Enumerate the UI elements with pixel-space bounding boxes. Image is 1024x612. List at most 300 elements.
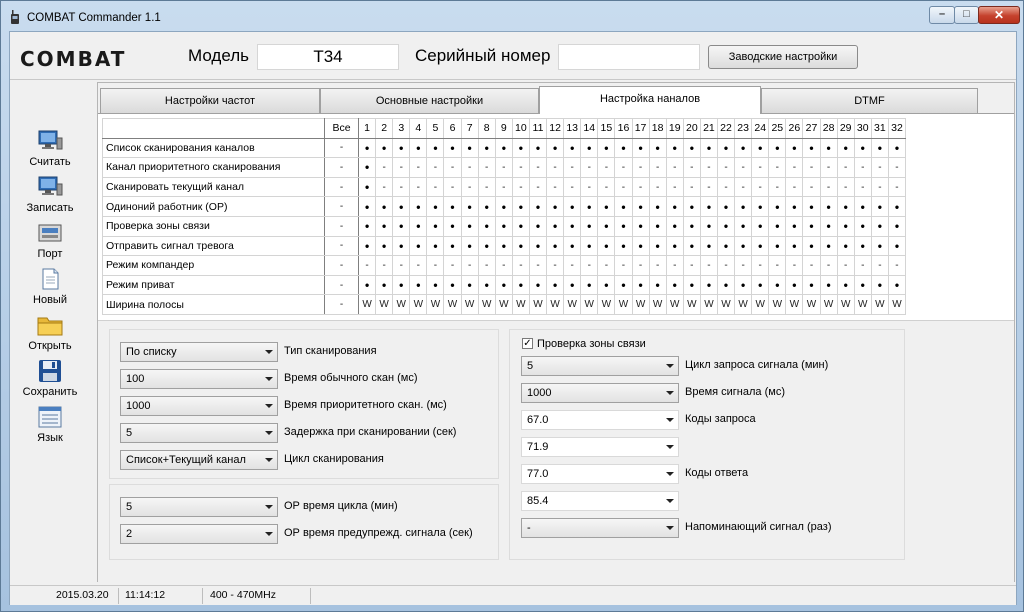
channel-cell[interactable]: • bbox=[666, 216, 683, 236]
channel-cell[interactable]: • bbox=[837, 138, 854, 158]
tab-basic-settings[interactable]: Основные настройки bbox=[320, 88, 539, 113]
channel-cell[interactable]: • bbox=[427, 216, 444, 236]
channel-cell[interactable]: • bbox=[632, 216, 649, 236]
channel-cell[interactable]: - bbox=[786, 158, 803, 178]
channel-cell[interactable]: - bbox=[820, 158, 837, 178]
channel-cell[interactable]: - bbox=[581, 158, 598, 178]
tab-dtmf[interactable]: DTMF bbox=[761, 88, 978, 113]
channel-cell[interactable]: • bbox=[581, 236, 598, 256]
channel-cell[interactable]: • bbox=[888, 275, 905, 295]
channel-cell[interactable]: • bbox=[359, 275, 376, 295]
channel-cell[interactable]: - bbox=[803, 256, 820, 276]
channel-cell[interactable]: • bbox=[444, 275, 461, 295]
channel-cell[interactable]: • bbox=[581, 275, 598, 295]
channel-cell[interactable]: • bbox=[717, 197, 734, 217]
channel-cell[interactable]: • bbox=[854, 138, 871, 158]
channel-cell[interactable]: • bbox=[512, 236, 529, 256]
save-button[interactable] bbox=[10, 360, 90, 398]
channel-cell[interactable]: • bbox=[478, 236, 495, 256]
channel-cell[interactable]: • bbox=[649, 216, 666, 236]
channel-cell[interactable]: - bbox=[700, 177, 717, 197]
channel-cell[interactable]: • bbox=[854, 216, 871, 236]
all-channels-cell[interactable]: - bbox=[325, 236, 359, 256]
channel-cell[interactable]: - bbox=[410, 256, 427, 276]
channel-cell[interactable]: • bbox=[632, 275, 649, 295]
channel-cell[interactable]: • bbox=[803, 236, 820, 256]
channel-cell[interactable]: - bbox=[376, 256, 393, 276]
channel-cell[interactable]: - bbox=[871, 256, 888, 276]
channel-cell[interactable]: • bbox=[564, 138, 581, 158]
channel-cell[interactable]: W bbox=[444, 295, 461, 315]
channel-cell[interactable]: • bbox=[410, 275, 427, 295]
channel-cell[interactable]: W bbox=[598, 295, 615, 315]
channel-cell[interactable]: W bbox=[359, 295, 376, 315]
all-channels-cell[interactable]: - bbox=[325, 275, 359, 295]
channel-cell[interactable]: - bbox=[461, 177, 478, 197]
channel-cell[interactable]: - bbox=[820, 177, 837, 197]
channel-cell[interactable]: • bbox=[564, 275, 581, 295]
response-code-1-select[interactable]: 77.0 bbox=[521, 464, 679, 484]
channel-cell[interactable]: W bbox=[700, 295, 717, 315]
channel-cell[interactable]: - bbox=[837, 158, 854, 178]
channel-cell[interactable]: - bbox=[683, 256, 700, 276]
channel-cell[interactable]: • bbox=[461, 138, 478, 158]
channel-cell[interactable]: • bbox=[683, 138, 700, 158]
channel-cell[interactable]: W bbox=[512, 295, 529, 315]
channel-cell[interactable]: - bbox=[820, 256, 837, 276]
channel-cell[interactable]: • bbox=[717, 138, 734, 158]
channel-cell[interactable]: • bbox=[598, 216, 615, 236]
channel-cell[interactable]: • bbox=[478, 216, 495, 236]
channel-cell[interactable]: • bbox=[786, 275, 803, 295]
channel-cell[interactable]: - bbox=[735, 177, 752, 197]
channel-cell[interactable]: • bbox=[598, 275, 615, 295]
channel-cell[interactable]: W bbox=[461, 295, 478, 315]
channel-cell[interactable]: - bbox=[615, 158, 632, 178]
channel-cell[interactable]: • bbox=[717, 236, 734, 256]
channel-cell[interactable]: - bbox=[786, 256, 803, 276]
channel-cell[interactable]: • bbox=[854, 197, 871, 217]
channel-cell[interactable]: • bbox=[547, 236, 564, 256]
channel-cell[interactable]: • bbox=[427, 275, 444, 295]
channel-cell[interactable]: • bbox=[512, 275, 529, 295]
channel-cell[interactable]: • bbox=[888, 138, 905, 158]
channel-cell[interactable]: - bbox=[598, 256, 615, 276]
title-bar[interactable] bbox=[1, 1, 1023, 31]
channel-cell[interactable]: - bbox=[427, 256, 444, 276]
channel-cell[interactable]: • bbox=[410, 216, 427, 236]
channel-cell[interactable]: - bbox=[564, 158, 581, 178]
channel-cell[interactable]: - bbox=[547, 177, 564, 197]
channel-cell[interactable]: • bbox=[410, 138, 427, 158]
channel-cell[interactable]: • bbox=[461, 197, 478, 217]
channel-cell[interactable]: • bbox=[564, 216, 581, 236]
request-cycle-select[interactable]: 5 bbox=[521, 356, 679, 376]
channel-cell[interactable]: • bbox=[752, 138, 769, 158]
channel-cell[interactable]: - bbox=[666, 256, 683, 276]
channel-cell[interactable]: - bbox=[359, 256, 376, 276]
channel-cell[interactable]: W bbox=[666, 295, 683, 315]
channel-cell[interactable]: • bbox=[410, 197, 427, 217]
channel-cell[interactable]: • bbox=[359, 197, 376, 217]
channel-cell[interactable]: - bbox=[393, 177, 410, 197]
channel-cell[interactable]: - bbox=[752, 256, 769, 276]
channel-cell[interactable]: - bbox=[444, 177, 461, 197]
channel-cell[interactable]: • bbox=[735, 138, 752, 158]
channel-cell[interactable]: - bbox=[837, 256, 854, 276]
channel-cell[interactable]: • bbox=[529, 275, 546, 295]
channel-cell[interactable]: • bbox=[529, 138, 546, 158]
all-channels-cell[interactable]: - bbox=[325, 295, 359, 315]
channel-cell[interactable]: • bbox=[376, 138, 393, 158]
channel-cell[interactable]: - bbox=[376, 177, 393, 197]
channel-cell[interactable]: • bbox=[359, 236, 376, 256]
channel-cell[interactable]: • bbox=[376, 236, 393, 256]
normal-scan-select[interactable]: 100 bbox=[120, 369, 278, 389]
channel-cell[interactable]: - bbox=[547, 256, 564, 276]
channel-cell[interactable]: • bbox=[461, 275, 478, 295]
channel-cell[interactable]: - bbox=[649, 158, 666, 178]
channel-cell[interactable]: W bbox=[376, 295, 393, 315]
channel-cell[interactable]: • bbox=[683, 216, 700, 236]
channel-cell[interactable]: • bbox=[598, 197, 615, 217]
channel-cell[interactable]: • bbox=[700, 236, 717, 256]
channel-cell[interactable]: • bbox=[735, 216, 752, 236]
zone-check-checkbox[interactable] bbox=[522, 338, 533, 349]
read-button[interactable] bbox=[10, 130, 90, 168]
channel-cell[interactable]: - bbox=[786, 177, 803, 197]
channel-cell[interactable]: • bbox=[700, 197, 717, 217]
all-channels-cell[interactable]: - bbox=[325, 138, 359, 158]
channel-cell[interactable]: • bbox=[495, 138, 512, 158]
channel-cell[interactable]: • bbox=[820, 275, 837, 295]
channel-cell[interactable]: • bbox=[769, 275, 786, 295]
response-code-2-select[interactable]: 85.4 bbox=[521, 491, 679, 511]
channel-cell[interactable]: • bbox=[820, 236, 837, 256]
channel-cell[interactable]: • bbox=[478, 275, 495, 295]
channel-cell[interactable]: - bbox=[615, 177, 632, 197]
channel-cell[interactable]: • bbox=[837, 275, 854, 295]
channel-cell[interactable]: • bbox=[871, 236, 888, 256]
channel-cell[interactable]: • bbox=[512, 138, 529, 158]
channel-cell[interactable]: • bbox=[649, 236, 666, 256]
channel-cell[interactable]: • bbox=[529, 197, 546, 217]
channel-cell[interactable]: W bbox=[478, 295, 495, 315]
channel-cell[interactable]: • bbox=[632, 138, 649, 158]
channel-cell[interactable]: W bbox=[564, 295, 581, 315]
channel-cell[interactable]: • bbox=[359, 177, 376, 197]
channel-cell[interactable]: - bbox=[427, 177, 444, 197]
channel-cell[interactable]: • bbox=[581, 216, 598, 236]
tab-channel-settings[interactable]: Настройка наналов bbox=[539, 86, 761, 114]
channel-cell[interactable]: • bbox=[393, 216, 410, 236]
channel-cell[interactable]: - bbox=[871, 177, 888, 197]
channel-cell[interactable]: - bbox=[393, 158, 410, 178]
channel-cell[interactable]: - bbox=[803, 158, 820, 178]
channel-cell[interactable]: - bbox=[803, 177, 820, 197]
channel-cell[interactable]: - bbox=[769, 177, 786, 197]
channel-cell[interactable]: • bbox=[803, 197, 820, 217]
channel-cell[interactable]: - bbox=[529, 177, 546, 197]
channel-cell[interactable]: • bbox=[461, 236, 478, 256]
channel-cell[interactable]: • bbox=[735, 236, 752, 256]
close-button[interactable] bbox=[978, 6, 1020, 24]
channel-cell[interactable]: • bbox=[752, 216, 769, 236]
channel-cell[interactable]: - bbox=[769, 256, 786, 276]
channel-cell[interactable]: - bbox=[427, 158, 444, 178]
channel-cell[interactable]: • bbox=[615, 236, 632, 256]
channel-cell[interactable]: W bbox=[529, 295, 546, 315]
channel-cell[interactable]: • bbox=[803, 138, 820, 158]
channel-cell[interactable]: • bbox=[547, 197, 564, 217]
all-channels-cell[interactable]: - bbox=[325, 216, 359, 236]
channel-cell[interactable]: • bbox=[615, 216, 632, 236]
channel-cell[interactable]: - bbox=[376, 158, 393, 178]
channel-cell[interactable]: • bbox=[888, 216, 905, 236]
channel-cell[interactable]: • bbox=[564, 197, 581, 217]
channel-cell[interactable]: • bbox=[717, 216, 734, 236]
channel-cell[interactable]: - bbox=[529, 158, 546, 178]
channel-cell[interactable]: - bbox=[512, 177, 529, 197]
channel-cell[interactable]: W bbox=[735, 295, 752, 315]
channel-cell[interactable]: • bbox=[769, 216, 786, 236]
channel-cell[interactable]: • bbox=[888, 197, 905, 217]
channel-cell[interactable]: W bbox=[615, 295, 632, 315]
channel-cell[interactable]: - bbox=[598, 177, 615, 197]
channel-cell[interactable]: • bbox=[820, 216, 837, 236]
channel-cell[interactable]: • bbox=[769, 236, 786, 256]
channel-cell[interactable]: - bbox=[461, 158, 478, 178]
channel-cell[interactable]: • bbox=[410, 236, 427, 256]
channel-cell[interactable]: - bbox=[888, 158, 905, 178]
channel-cell[interactable]: • bbox=[359, 138, 376, 158]
channel-cell[interactable]: • bbox=[649, 138, 666, 158]
channel-cell[interactable]: • bbox=[803, 275, 820, 295]
channel-cell[interactable]: • bbox=[752, 275, 769, 295]
channel-cell[interactable]: • bbox=[717, 275, 734, 295]
channel-cell[interactable]: • bbox=[786, 216, 803, 236]
channel-cell[interactable]: • bbox=[512, 197, 529, 217]
channel-cell[interactable]: • bbox=[666, 197, 683, 217]
channel-cell[interactable]: • bbox=[495, 275, 512, 295]
channel-cell[interactable]: • bbox=[598, 138, 615, 158]
channel-cell[interactable]: • bbox=[649, 197, 666, 217]
channel-cell[interactable]: - bbox=[478, 177, 495, 197]
channel-cell[interactable]: W bbox=[717, 295, 734, 315]
channel-cell[interactable]: - bbox=[512, 158, 529, 178]
channel-cell[interactable]: • bbox=[871, 216, 888, 236]
language-button[interactable] bbox=[10, 406, 90, 444]
open-button[interactable] bbox=[10, 314, 90, 352]
channel-cell[interactable]: - bbox=[735, 256, 752, 276]
channel-cell[interactable]: - bbox=[871, 158, 888, 178]
channel-cell[interactable]: • bbox=[393, 275, 410, 295]
channel-cell[interactable]: - bbox=[649, 256, 666, 276]
channel-cell[interactable]: • bbox=[615, 197, 632, 217]
channel-cell[interactable]: • bbox=[581, 138, 598, 158]
channel-cell[interactable]: - bbox=[717, 177, 734, 197]
factory-settings-button[interactable]: Заводские настройки bbox=[708, 45, 858, 69]
channel-cell[interactable]: • bbox=[683, 197, 700, 217]
channel-cell[interactable]: • bbox=[888, 236, 905, 256]
channel-cell[interactable]: W bbox=[410, 295, 427, 315]
channel-cell[interactable]: • bbox=[615, 138, 632, 158]
channel-cell[interactable]: - bbox=[564, 256, 581, 276]
channel-cell[interactable]: • bbox=[752, 197, 769, 217]
channel-cell[interactable]: W bbox=[871, 295, 888, 315]
channel-cell[interactable]: • bbox=[547, 216, 564, 236]
channel-cell[interactable]: - bbox=[598, 158, 615, 178]
channel-cell[interactable]: - bbox=[649, 177, 666, 197]
priority-scan-select[interactable]: 1000 bbox=[120, 396, 278, 416]
channel-cell[interactable]: - bbox=[478, 158, 495, 178]
channel-cell[interactable]: • bbox=[632, 236, 649, 256]
channel-cell[interactable]: W bbox=[752, 295, 769, 315]
channel-cell[interactable]: • bbox=[581, 197, 598, 217]
channel-cell[interactable]: • bbox=[752, 236, 769, 256]
channel-cell[interactable]: • bbox=[649, 275, 666, 295]
channel-cell[interactable]: • bbox=[735, 275, 752, 295]
model-field[interactable]: T34 bbox=[257, 44, 399, 70]
channel-cell[interactable]: - bbox=[735, 158, 752, 178]
channel-cell[interactable]: • bbox=[803, 216, 820, 236]
channel-cell[interactable]: • bbox=[478, 138, 495, 158]
channel-cell[interactable]: • bbox=[871, 275, 888, 295]
channel-cell[interactable]: • bbox=[427, 197, 444, 217]
channel-cell[interactable]: • bbox=[666, 275, 683, 295]
lone-worker-cycle-select[interactable]: 5 bbox=[120, 497, 278, 517]
maximize-button[interactable] bbox=[954, 6, 979, 24]
channel-cell[interactable]: • bbox=[393, 197, 410, 217]
channel-cell[interactable]: • bbox=[444, 216, 461, 236]
new-button[interactable] bbox=[10, 268, 90, 306]
channel-cell[interactable]: W bbox=[803, 295, 820, 315]
channel-cell[interactable]: - bbox=[581, 177, 598, 197]
channel-cell[interactable]: • bbox=[564, 236, 581, 256]
channel-cell[interactable]: - bbox=[478, 256, 495, 276]
channel-cell[interactable]: • bbox=[444, 236, 461, 256]
channel-cell[interactable]: • bbox=[529, 216, 546, 236]
channel-cell[interactable]: • bbox=[495, 197, 512, 217]
serial-field[interactable] bbox=[558, 44, 700, 70]
channel-cell[interactable]: • bbox=[786, 197, 803, 217]
channel-cell[interactable]: - bbox=[495, 158, 512, 178]
channel-cell[interactable]: - bbox=[461, 256, 478, 276]
channel-cell[interactable]: W bbox=[632, 295, 649, 315]
channel-cell[interactable]: - bbox=[547, 158, 564, 178]
channel-cell[interactable]: W bbox=[581, 295, 598, 315]
channel-cell[interactable]: - bbox=[444, 256, 461, 276]
channel-cell[interactable]: - bbox=[854, 177, 871, 197]
channel-cell[interactable]: - bbox=[632, 177, 649, 197]
channel-cell[interactable]: - bbox=[717, 256, 734, 276]
channel-cell[interactable]: - bbox=[666, 177, 683, 197]
channel-cell[interactable]: • bbox=[444, 138, 461, 158]
channel-cell[interactable]: - bbox=[564, 177, 581, 197]
all-channels-cell[interactable]: - bbox=[325, 256, 359, 276]
channel-cell[interactable]: • bbox=[854, 275, 871, 295]
channel-cell[interactable]: - bbox=[752, 158, 769, 178]
channel-cell[interactable]: W bbox=[495, 295, 512, 315]
channel-cell[interactable]: - bbox=[410, 177, 427, 197]
channel-cell[interactable]: - bbox=[529, 256, 546, 276]
channel-cell[interactable]: - bbox=[444, 158, 461, 178]
channel-cell[interactable]: • bbox=[700, 216, 717, 236]
all-channels-cell[interactable]: - bbox=[325, 177, 359, 197]
scan-type-select[interactable]: По списку bbox=[120, 342, 278, 362]
channel-cell[interactable]: • bbox=[632, 197, 649, 217]
channel-cell[interactable]: - bbox=[512, 256, 529, 276]
channel-cell[interactable]: • bbox=[854, 236, 871, 256]
channel-cell[interactable]: W bbox=[683, 295, 700, 315]
channel-cell[interactable]: • bbox=[615, 275, 632, 295]
channel-cell[interactable]: - bbox=[700, 158, 717, 178]
request-code-2-select[interactable]: 71.9 bbox=[521, 437, 679, 457]
channel-cell[interactable]: • bbox=[376, 275, 393, 295]
channel-cell[interactable]: W bbox=[769, 295, 786, 315]
channel-cell[interactable]: - bbox=[888, 256, 905, 276]
reminder-select[interactable]: - bbox=[521, 518, 679, 538]
channel-cell[interactable]: - bbox=[666, 158, 683, 178]
channel-cell[interactable]: • bbox=[393, 138, 410, 158]
channel-cell[interactable]: • bbox=[427, 236, 444, 256]
signal-time-select[interactable]: 1000 bbox=[521, 383, 679, 403]
write-button[interactable] bbox=[10, 176, 90, 214]
channel-cell[interactable]: - bbox=[769, 158, 786, 178]
request-code-1-select[interactable]: 67.0 bbox=[521, 410, 679, 430]
channel-cell[interactable]: W bbox=[837, 295, 854, 315]
scan-cycle-select[interactable]: Список+Текущий канал bbox=[120, 450, 278, 470]
channel-cell[interactable]: - bbox=[854, 158, 871, 178]
channel-cell[interactable]: • bbox=[359, 158, 376, 178]
channel-cell[interactable]: • bbox=[427, 138, 444, 158]
all-channels-cell[interactable]: - bbox=[325, 158, 359, 178]
channel-cell[interactable]: - bbox=[495, 256, 512, 276]
channel-cell[interactable]: • bbox=[837, 216, 854, 236]
lone-worker-warning-select[interactable]: 2 bbox=[120, 524, 278, 544]
channel-cell[interactable]: - bbox=[410, 158, 427, 178]
channel-cell[interactable]: • bbox=[495, 236, 512, 256]
channel-cell[interactable]: - bbox=[683, 177, 700, 197]
channel-cell[interactable]: - bbox=[700, 256, 717, 276]
channel-cell[interactable]: W bbox=[547, 295, 564, 315]
channel-cell[interactable]: • bbox=[478, 197, 495, 217]
channel-cell[interactable]: - bbox=[854, 256, 871, 276]
channel-cell[interactable]: • bbox=[820, 197, 837, 217]
channel-cell[interactable]: • bbox=[495, 216, 512, 236]
channel-cell[interactable]: - bbox=[632, 256, 649, 276]
port-button[interactable] bbox=[10, 222, 90, 260]
channel-cell[interactable]: - bbox=[837, 177, 854, 197]
channel-cell[interactable]: W bbox=[854, 295, 871, 315]
channel-cell[interactable]: • bbox=[700, 138, 717, 158]
channel-cell[interactable]: • bbox=[529, 236, 546, 256]
channel-cell[interactable]: • bbox=[871, 138, 888, 158]
channel-cell[interactable]: - bbox=[752, 177, 769, 197]
minimize-button[interactable] bbox=[929, 6, 955, 24]
channel-cell[interactable]: • bbox=[700, 275, 717, 295]
channel-cell[interactable]: W bbox=[393, 295, 410, 315]
channel-cell[interactable]: • bbox=[666, 138, 683, 158]
tab-frequency-settings[interactable]: Настройки частот bbox=[100, 88, 320, 113]
channel-cell[interactable]: • bbox=[461, 216, 478, 236]
channel-cell[interactable]: • bbox=[547, 138, 564, 158]
channel-cell[interactable]: W bbox=[649, 295, 666, 315]
channel-cell[interactable]: - bbox=[495, 177, 512, 197]
channel-cell[interactable]: - bbox=[683, 158, 700, 178]
channel-cell[interactable]: • bbox=[769, 197, 786, 217]
channel-cell[interactable]: - bbox=[632, 158, 649, 178]
